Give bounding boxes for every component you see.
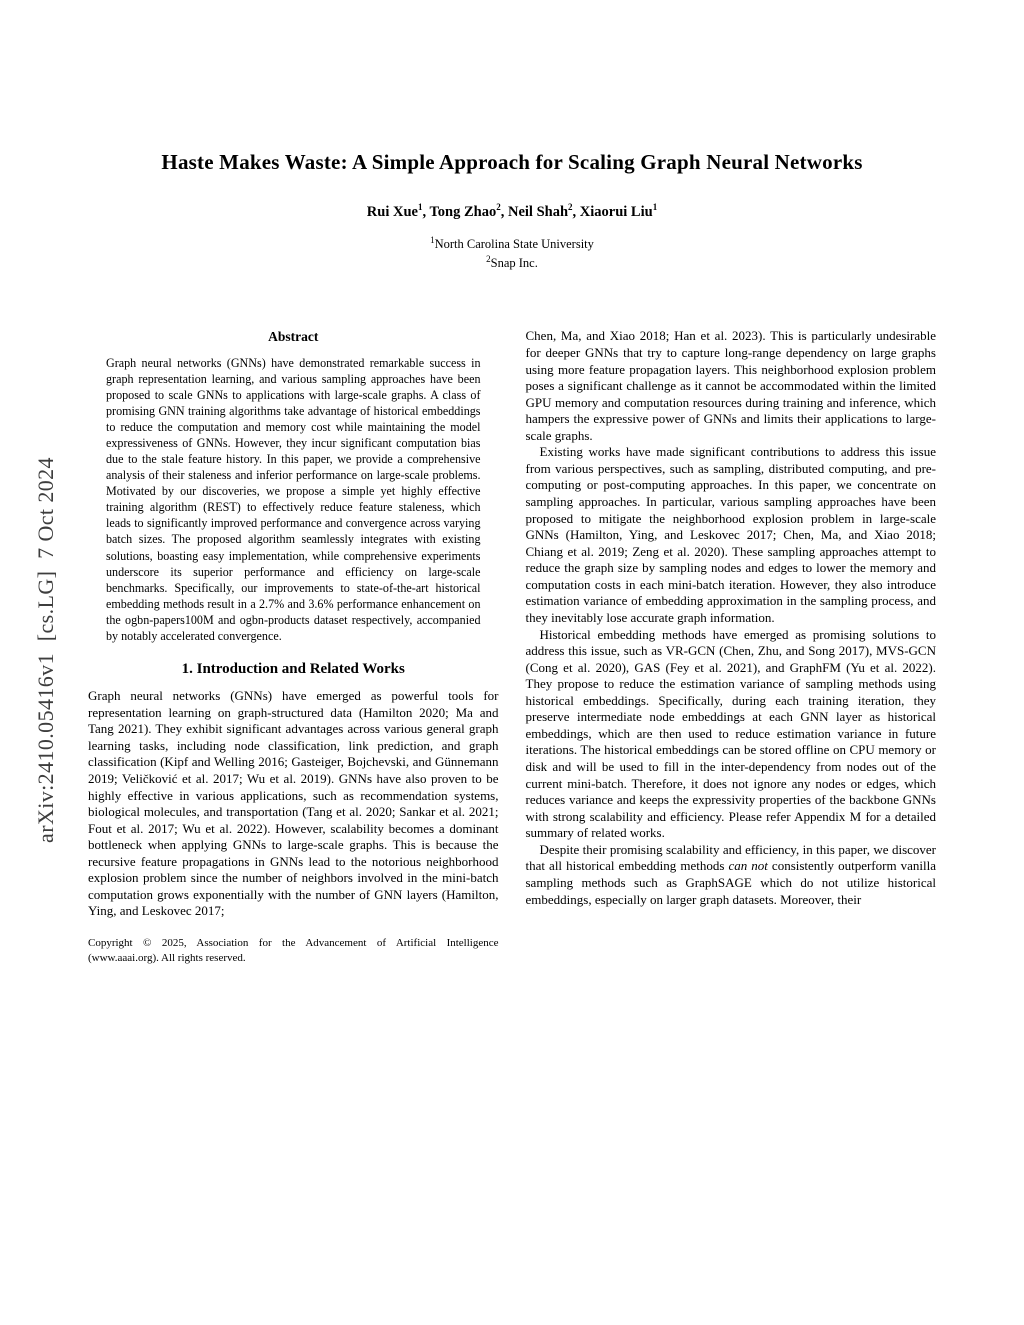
- affiliation-line: [0, 234, 1024, 253]
- affiliation-name: North Carolina State University: [434, 236, 594, 251]
- arxiv-watermark: arXiv:2410.05416v1 [cs.LG] 7 Oct 2024: [33, 457, 58, 843]
- abstract-text: Graph neural networks (GNNs) have demonstrated remarkable success in graph representation learning, and various sampling approaches have been proposed to scale GNNs to applications with large-scale graphs. A class of promising GNN training algorithms take advantage of historical embeddings to reduce the computation and memory cost while maintaining the model expressiveness of GNNs. However, they incur significant computation bias due to the stale feature history. In this paper, we provide a comprehensive analysis of their staleness and inferior performance on large-scale problems. Motivated by our discoveries, we propose a simple yet highly effective training algorithm (REST) to effectively reduce feature staleness, which leads to significantly improved performance and convergence across varying batch sizes. The proposed algorithm seamlessly integrates with existing solutions, boasting easy implementation, while comprehensive experiments underscore its superior performance and efficiency on large-scale benchmarks. Specifically, our improvements to state-of-the-art historical embedding methods result in a 2.7% and 3.6% performance enhancement on the ogbn-papers100M and ogbn-products dataset respectively, accompanied by notably accelerated convergence.: [106, 355, 481, 643]
- author-name: Tong Zhao: [429, 203, 497, 220]
- paragraph-text: consistently outperform vanilla sampling methods such as GraphSAGE which do not utilize historical embeddings, especially on larger graph datasets. Moreover, their: [525, 858, 936, 907]
- intro-paragraph: Graph neural networks (GNNs) have emerged as powerful tools for representation learning on graph-structured data (Hamilton 2020; Ma and Tang 2021). They exhibit significant advantages across various general graph learning tasks, including node classification, link prediction, and graph classification (Kipf and Welling 2016; Gasteiger, Bojchevski, and Günnemann 2019; Veličković et al. 2017; Wu et al. 2019). GNNs have also proven to be highly effective in various applications, such as recommendation systems, biological molecules, and transportation (Tang et al. 2020; Sankar et al. 2021; Fout et al. 2017; Wu et al. 2022). However, scalability becomes a dominant bottleneck when applying GNNs to large-scale graphs. This is because the recursive feature propagations in GNNs lead to the notorious neighborhood explosion problem since the number of neighbors involved in the mini-batch computation grows exponentially with the number of GNN layers (Hamilton, Ying, and Leskovec 2017;: [88, 688, 499, 919]
- author-name: Rui Xue: [366, 203, 418, 220]
- authors-line: [0, 202, 1024, 221]
- paper-header: [0, 0, 1024, 272]
- affiliation-superscript: 1: [430, 234, 435, 245]
- body-paragraph: Existing works have made significant contributions to address this issue from various perspectives, such as sampling, distributed computing, and pre-computing or post-computing approaches. In this paper, we concentrate on sampling approaches. In particular, various sampling approaches have been proposed to mitigate the neighborhood explosion problem in large-scale GNNs (Hamilton, Ying, and Leskovec 2017; Chen, Ma, and Xiao 2018; Chiang et al. 2019; Zeng et al. 2020). These sampling approaches attempt to reduce the graph size by sampling nodes and edges to lower the memory and computation costs in each mini-batch iteration. However, they also introduce estimation variance of embedding approximation in the sampling process, and they inevitably lose accurate graph information.: [525, 444, 936, 625]
- paper-title: Haste Makes Waste: A Simple Approach for Scaling Graph Neural Networks: [161, 150, 863, 174]
- affiliation-superscript: 2: [486, 254, 491, 265]
- author-name: Xiaorui Liu: [579, 203, 653, 220]
- author-superscript: 1: [652, 202, 658, 212]
- copyright-footnote: Copyright © 2025, Association for the Advancement of Artificial Intelligence (www.aaai.org). All rights reserved.: [88, 937, 499, 964]
- author-superscript: 2: [568, 202, 573, 212]
- author-separator: ,: [500, 203, 508, 220]
- right-column: [526, 328, 937, 965]
- affiliation-line: [0, 253, 1024, 272]
- section-heading-introduction: 1. Introduction and Related Works: [181, 661, 405, 677]
- left-column: [88, 328, 499, 965]
- affiliation-name: Snap Inc.: [490, 256, 538, 271]
- paragraph-emphasis: can not: [728, 858, 768, 874]
- body-paragraph: Historical embedding methods have emerged as promising solutions to address this issue, such as VR-GCN (Chen, Zhu, and Song 2017), MVS-GCN (Cong et al. 2020), GAS (Fey et al. 2021), and GraphFM (Yu et al. 2022). They propose to reduce the estimation variance of sampling methods using historical embeddings. Specifically, during each training iteration, they preserve intermediate node embeddings at each GNN layer as historical embeddings, which are then used to reduce estimation variance in future iterations. The historical embeddings can be stored offline on CPU memory or disk and will be used to fill in the inter-dependency from nodes out of the current mini-batch. Therefore, it does not ignore any nodes or edges, which reduces variance and keeps the expressivity properties of the backbone GNNs with strong scalability and efficiency. Please refer Appendix M for a detailed summary of related works.: [525, 626, 936, 841]
- paragraph-text: Despite their promising scalability and efficiency, in this paper, we discover that all historical embedding methods: [525, 841, 936, 874]
- author-superscript: 2: [496, 202, 501, 212]
- abstract-heading: Abstract: [268, 329, 319, 345]
- two-column-body: [0, 328, 1024, 965]
- body-paragraph: Chen, Ma, and Xiao 2018; Han et al. 2023). This is particularly undesirable for deeper GNNs that try to capture long-range dependency on large graphs using more feature propagation layers. This neighborhood explosion problem poses a significant challenge as it cannot be accommodated within the limited GPU memory and computation resources during training and inference, which hampers the expressive power of GNNs and limits their applications to large-scale graphs.: [525, 328, 936, 443]
- author-superscript: 1: [417, 202, 423, 212]
- author-separator: ,: [422, 203, 430, 220]
- author-name: Neil Shah: [507, 203, 569, 220]
- body-paragraph: [526, 842, 937, 908]
- author-separator: ,: [572, 203, 580, 220]
- affiliations: [0, 234, 1024, 273]
